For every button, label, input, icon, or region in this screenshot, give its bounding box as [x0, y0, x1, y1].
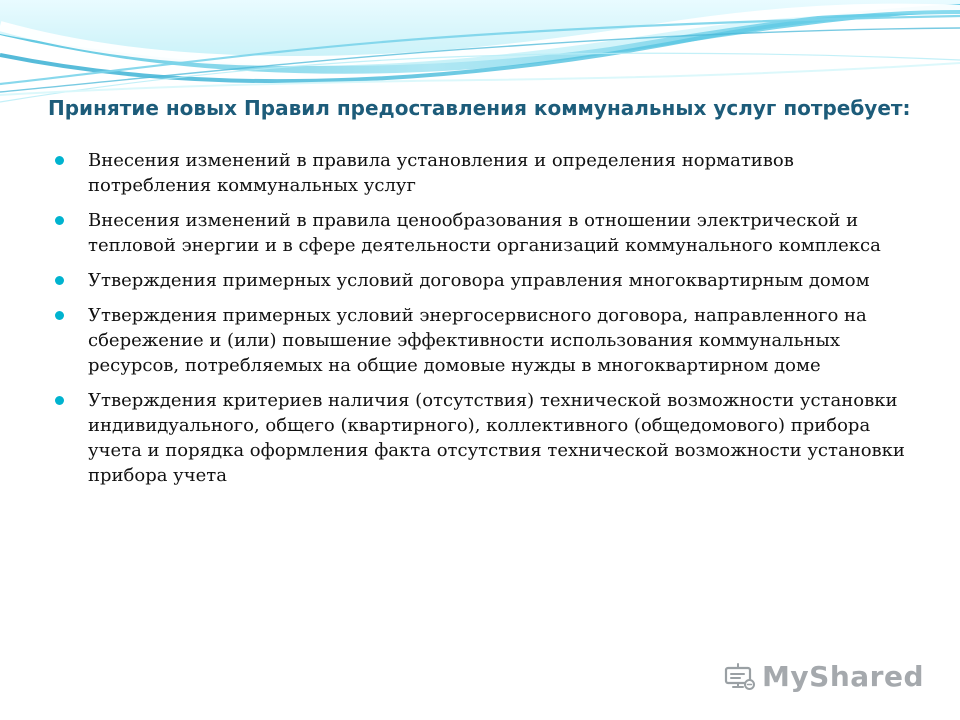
- slide-title: Принятие новых Правил предоставления коммунальных услуг потребует:: [48, 96, 911, 120]
- presentation-logo-icon: [724, 662, 756, 692]
- logo-text: MyShared: [762, 660, 924, 693]
- myshared-logo: [724, 662, 924, 692]
- list-item: [52, 388, 914, 488]
- list-item: [52, 208, 914, 258]
- list-item: [52, 268, 914, 293]
- bullet-dot-icon: [55, 216, 64, 225]
- bullet-dot-icon: [55, 396, 64, 405]
- bullet-text: Утверждения примерных условий договора управления многоквартирным домом: [88, 270, 870, 291]
- bullet-list: [52, 148, 914, 498]
- list-item: [52, 303, 914, 378]
- bullet-dot-icon: [55, 311, 64, 320]
- bullet-dot-icon: [55, 276, 64, 285]
- bullet-dot-icon: [55, 156, 64, 165]
- bullet-text: Внесения изменений в правила установления и определения нормативов потребления коммунальных услуг: [88, 150, 794, 196]
- bullet-text: Утверждения критериев наличия (отсутствия) технической возможности установки индивидуального, общего (квартирного), коллективного (общедомового) прибора учета и порядка оформления факта отсутствия технической возможности установки прибора учета: [88, 390, 905, 486]
- list-item: [52, 148, 914, 198]
- bullet-text: Утверждения примерных условий энергосервисного договора, направленного на сбережение и (или) повышение эффективности использования коммунальных ресурсов, потребляемых на общие домовые нужды в многоквартирном доме: [88, 305, 867, 376]
- bullet-text: Внесения изменений в правила ценообразования в отношении электрической и тепловой энергии и в сфере деятельности организаций коммунального комплекса: [88, 210, 881, 256]
